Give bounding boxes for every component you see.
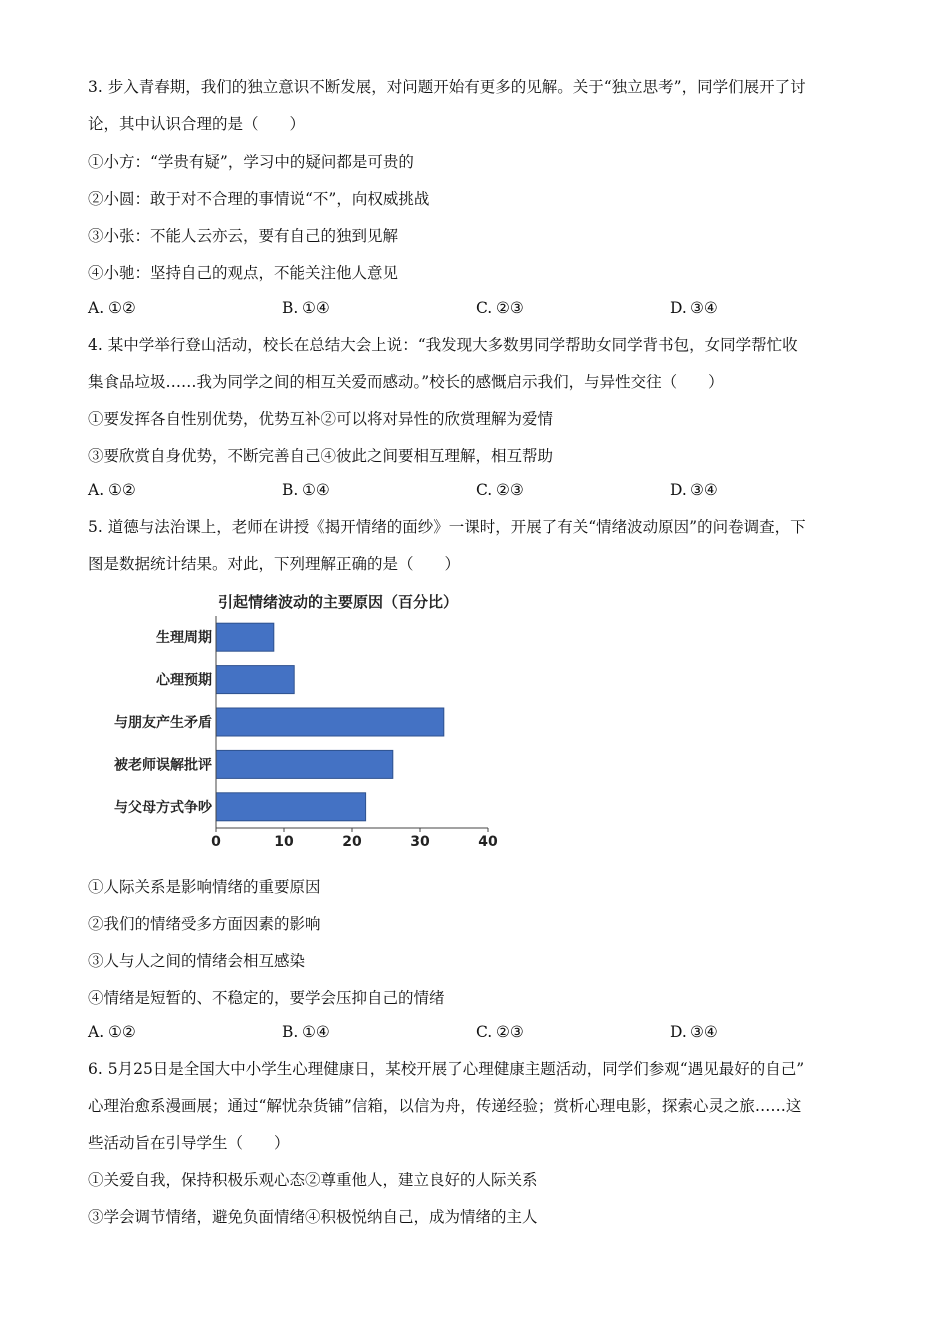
q3-option-d[interactable]: D. ③④ xyxy=(670,299,718,317)
x-tick-label-1: 10 xyxy=(274,834,294,850)
q3-option-c[interactable]: C. ②③ xyxy=(476,299,524,317)
q6-stem-line-1: 6. 5月25日是全国大中小学生心理健康日，某校开展了心理健康主题活动，同学们参观“遇见最好的自己” xyxy=(88,1060,805,1078)
category-label-4: 与父母方式争吵 xyxy=(114,799,212,816)
q3-item-3: ③小张：不能人云亦云，要有自己的独到见解 xyxy=(88,227,399,245)
x-tick-label-3: 30 xyxy=(410,834,430,850)
q3-option-b[interactable]: B. ①④ xyxy=(282,299,330,317)
category-label-3: 被老师误解批评 xyxy=(114,757,212,774)
q4-item-2: ③要欣赏自身优势，不断完善自己④彼此之间要相互理解，相互帮助 xyxy=(88,447,554,465)
x-tick-label-0: 0 xyxy=(211,834,221,850)
q5-stem-line-2: 图是数据统计结果。对此，下列理解正确的是（ ） xyxy=(88,555,461,573)
q5-stem-line-1: 5. 道德与法治课上，老师在讲授《揭开情绪的面纱》一课时，开展了有关“情绪波动原因”的问卷调查，下 xyxy=(88,518,806,536)
q6-stem-line-3: 些活动旨在引导学生（ ） xyxy=(88,1134,290,1152)
q3-item-2: ②小圆：敢于对不合理的事情说“不”，向权威挑战 xyxy=(88,190,430,208)
q5-item-2: ②我们的情绪受多方面因素的影响 xyxy=(88,915,321,933)
q5-options xyxy=(88,1021,868,1043)
q5-option-a[interactable]: A. ①② xyxy=(88,1023,136,1041)
q5-item-3: ③人与人之间的情绪会相互感染 xyxy=(88,952,306,970)
bar-1 xyxy=(216,666,294,694)
q4-option-d[interactable]: D. ③④ xyxy=(670,481,718,499)
q3-item-4: ④小驰：坚持自己的观点，不能关注他人意见 xyxy=(88,264,399,282)
q5-item-1: ①人际关系是影响情绪的重要原因 xyxy=(88,878,321,896)
x-tick-label-2: 20 xyxy=(342,834,362,850)
q5-option-d[interactable]: D. ③④ xyxy=(670,1023,718,1041)
q4-item-1: ①要发挥各自性别优势，优势互补②可以将对异性的欣赏理解为爱情 xyxy=(88,410,554,428)
q3-stem-line-1: 3. 步入青春期，我们的独立意识不断发展，对问题开始有更多的见解。关于“独立思考”，同学们展开了讨 xyxy=(88,78,806,96)
category-label-1: 心理预期 xyxy=(156,672,212,689)
bar-2 xyxy=(216,708,444,736)
bar-4 xyxy=(216,793,366,821)
q4-options xyxy=(88,479,868,501)
q6-item-1: ①关爱自我，保持积极乐观心态②尊重他人，建立良好的人际关系 xyxy=(88,1171,538,1189)
q6-stem-line-2: 心理治愈系漫画展；通过“解忧杂货铺”信箱，以信为舟，传递经验；赏析心理电影，探索心灵之旅……这 xyxy=(88,1097,802,1115)
q4-option-a[interactable]: A. ①② xyxy=(88,481,136,499)
q3-item-1: ①小方：“学贵有疑”，学习中的疑问都是可贵的 xyxy=(88,153,414,171)
category-label-0: 生理周期 xyxy=(156,630,212,647)
reasons-bar-chart xyxy=(88,586,518,856)
q3-option-a[interactable]: A. ①② xyxy=(88,299,136,317)
q3-stem-line-2: 论，其中认识合理的是（ ） xyxy=(88,115,306,133)
q4-stem-line-1: 4. 某中学举行登山活动，校长在总结大会上说：“我发现大多数男同学帮助女同学背书包，女同学帮忙收 xyxy=(88,336,798,354)
bar-0 xyxy=(216,623,274,651)
bar-3 xyxy=(216,750,393,778)
q4-stem-line-2: 集食品垃圾……我为同学之间的相互关爱而感动。”校长的感慨启示我们，与异性交往（ ） xyxy=(88,373,724,391)
x-tick-label-4: 40 xyxy=(478,834,498,850)
q6-item-2: ③学会调节情绪，避免负面情绪④积极悦纳自己，成为情绪的主人 xyxy=(88,1208,538,1226)
chart-marks xyxy=(114,616,498,850)
q4-option-c[interactable]: C. ②③ xyxy=(476,481,524,499)
q5-option-b[interactable]: B. ①④ xyxy=(282,1023,330,1041)
q5-item-4: ④情绪是短暂的、不稳定的，要学会压抑自己的情绪 xyxy=(88,989,445,1007)
category-label-2: 与朋友产生矛盾 xyxy=(114,715,212,731)
q5-option-c[interactable]: C. ②③ xyxy=(476,1023,524,1041)
q3-options xyxy=(88,297,868,319)
q4-option-b[interactable]: B. ①④ xyxy=(282,481,330,499)
chart-title: 引起情绪波动的主要原因（百分比） xyxy=(217,593,459,611)
